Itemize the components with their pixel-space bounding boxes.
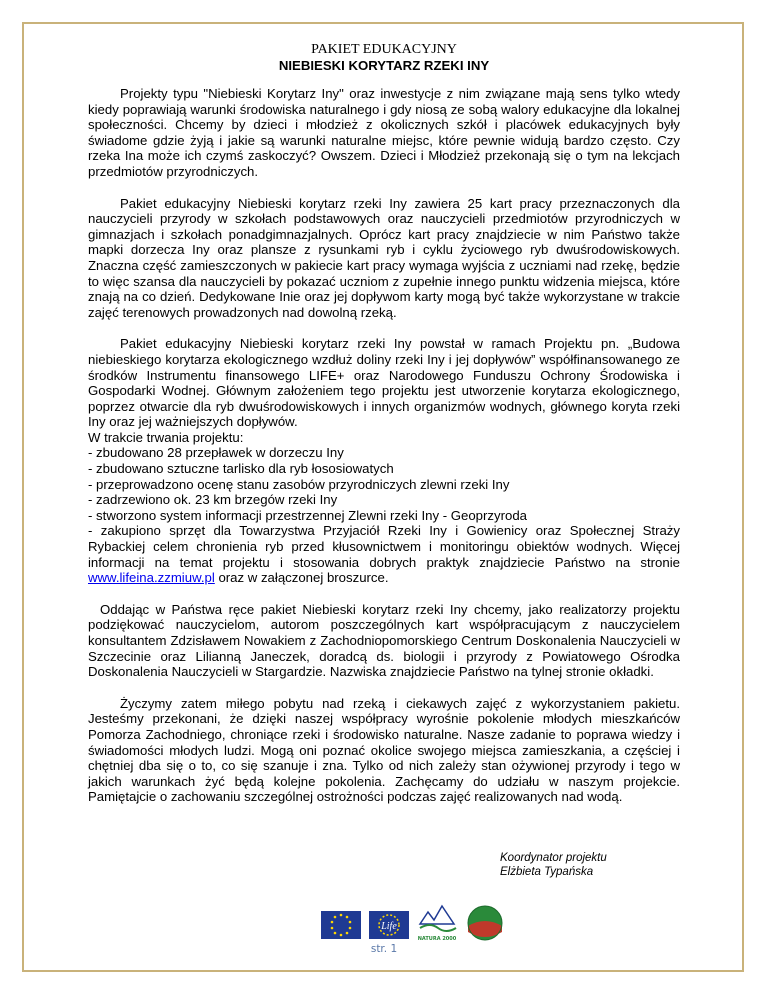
document-body xyxy=(88,42,680,821)
page-number: str. 1 xyxy=(370,943,398,955)
link-suffix-text: oraz w załączonej broszurce. xyxy=(214,570,389,586)
paragraph-project-background: Pakiet edukacyjny Niebieski korytarz rzeki Iny powstał w ramach Projektu pn. „Budowa niebieskiego korytarza ekologicznego wzdłuż doliny rzeki Iny i jej dopływów” współfinansowanego ze środków Instrumentu finansowego LIFE+ oraz Narodowego Funduszu Ochrony Środowiska i Gospodarki Wodnej. Głównym założeniem tego projektu jest utworzenie korytarza ekologicznego, poprzez otwarcie dla ryb dwuśrodowiskowych i innych organizmów wodnych, głównego koryta rzeki Iny oraz jej ważniejszych dopływów. xyxy=(88,336,680,430)
signature-block xyxy=(500,851,607,879)
list-item-last xyxy=(88,523,680,585)
life-logo-text: Life xyxy=(381,921,397,932)
natura-logo-text: NATURA 2000 xyxy=(417,936,457,942)
list-item: - zbudowano 28 przepławek w dorzeczu Iny xyxy=(88,445,344,461)
list-item: - zbudowano sztuczne tarlisko dla ryb łososiowatych xyxy=(88,461,394,477)
project-website-link[interactable]: www.lifeina.zzmiuw.pl xyxy=(88,570,215,586)
paragraph-intro: Projekty typu "Niebieski Korytarz Iny" oraz inwestycje z nim związane mają sens tylko wtedy kiedy poprawiają warunki środowiska naturalnego i gdy niosą ze sobą walory edukacyjne dla lokalnej społeczności. Chcemy by dzieci i młodzież z okolicznych szkół i placówek edukacyjnych były świadome gdzie żyją i jakie są warunki naturalne miejsc, które pewnie widują bardzo często. Czy rzeka Ina może ich czymś zaskoczyć? Owszem. Dzieci i Młodzież przekonają się o tym na lekcjach przedmiotów przyrodniczych. xyxy=(88,86,680,179)
document-title: PAKIET EDUKACYJNY xyxy=(311,42,457,57)
paragraph-package-description: Pakiet edukacyjny Niebieski korytarz rzeki Iny zawiera 25 kart pracy przeznaczonych dla nauczycieli przyrody w szkołach podstawowych oraz nauczycieli przedmiotów przyrodniczych w gimnazjach i szkołach ponadgimnazjalnych. Oprócz kart pracy znajdziecie w nim Państwo także mapki dorzecza Iny oraz plansze z rysunkami ryb i cyklu życiowego ryb dwuśrodowiskowych. Znaczna część zamieszczonych w pakiecie kart pracy wymaga wyjścia z uczniami nad rzekę, będzie to więc szansa dla nauczycieli by pokazać uczniom z zupełnie innego punktu widzenia miejsca, które znają na co dzień. Dedykowane Inie oraz jej dopływom karty mogą być także wykorzystane w trakcie zajęć terenowych prowadzonych nad dowolną rzeką. xyxy=(88,195,680,320)
life-logo xyxy=(368,906,410,944)
list-item: - zadrzewiono ok. 23 km brzegów rzeki Iny xyxy=(88,492,338,508)
eu-flag-logo xyxy=(320,906,362,944)
list-item: - stworzono system informacji przestrzennej Zlewni rzeki Iny - Geoprzyroda xyxy=(88,507,527,523)
natura-2000-logo xyxy=(416,898,458,944)
paragraph-closing: Życzymy zatem miłego pobytu nad rzeką i ciekawych zajęć z wykorzystaniem pakietu. Jesteśmy przekonani, że dzięki naszej współpracy wyrośnie pokolenie młodych mieszkańców Pomorza Zachodniego, chroniące rzeki i środowisko naturalne. Nasze zadanie to poprawa wiedzy i świadomości młodych ludzi. Mogą oni poznać okolice swojego miejsca zamieszkania, a częściej i chętniej dba się o to, co się szanuje i zna. Tylko od nich zależy stan ożywionej przyrody i tego w jakich warunkach żyć będą kolejne pokolenia. Zachęcamy do udziału w naszym projekcie. Pamiętajcie o zachowaniu szczególnej ostrożności podczas zajęć realizowanych nad wodą. xyxy=(88,695,680,805)
sponsor-logos xyxy=(320,898,506,944)
list-item: - przeprowadzono ocenę stanu zasobów przyrodniczych zlewni rzeki Iny xyxy=(88,476,510,492)
signature-role: Koordynator projektu xyxy=(500,852,607,864)
list-intro: W trakcie trwania projektu: xyxy=(88,429,244,445)
paragraph-acknowledgements: Oddając w Państwa ręce pakiet Niebieski korytarz rzeki Iny chcemy, jako realizatorzy projektu podziękować nauczycielom, autorom poszczególnych kart współpracującym z nauczycielem konsultantem Zdzisławem Nowakiem z Zachodniopomorskiego Centrum Doskonalenia Nauczycieli w Szczecinie oraz Lilianną Janeczek, doradcą ds. biologii i przyrody z Powiatowego Ośrodka Doskonalenia Nauczycieli w Stargardzie. Nazwiska znajdziecie Państwo na tylnej stronie okładki. xyxy=(88,601,680,680)
list-item-last-text: - zakupiono sprzęt dla Towarzystwa Przyjaciół Rzeki Iny i Gowienicy oraz Społecznej Straży Rybackiej celem chronienia ryb przed kłusownictwem i monitoringu obiektów wodnych. Więcej informacji na temat projektu i stosowania dobrych praktyk znajdziecie Państwo na stronie xyxy=(88,523,680,570)
document-subtitle: NIEBIESKI KORYTARZ RZEKI INY xyxy=(278,58,490,73)
nfosigw-logo xyxy=(464,902,506,944)
signature-name: Elżbieta Typańska xyxy=(500,866,594,878)
